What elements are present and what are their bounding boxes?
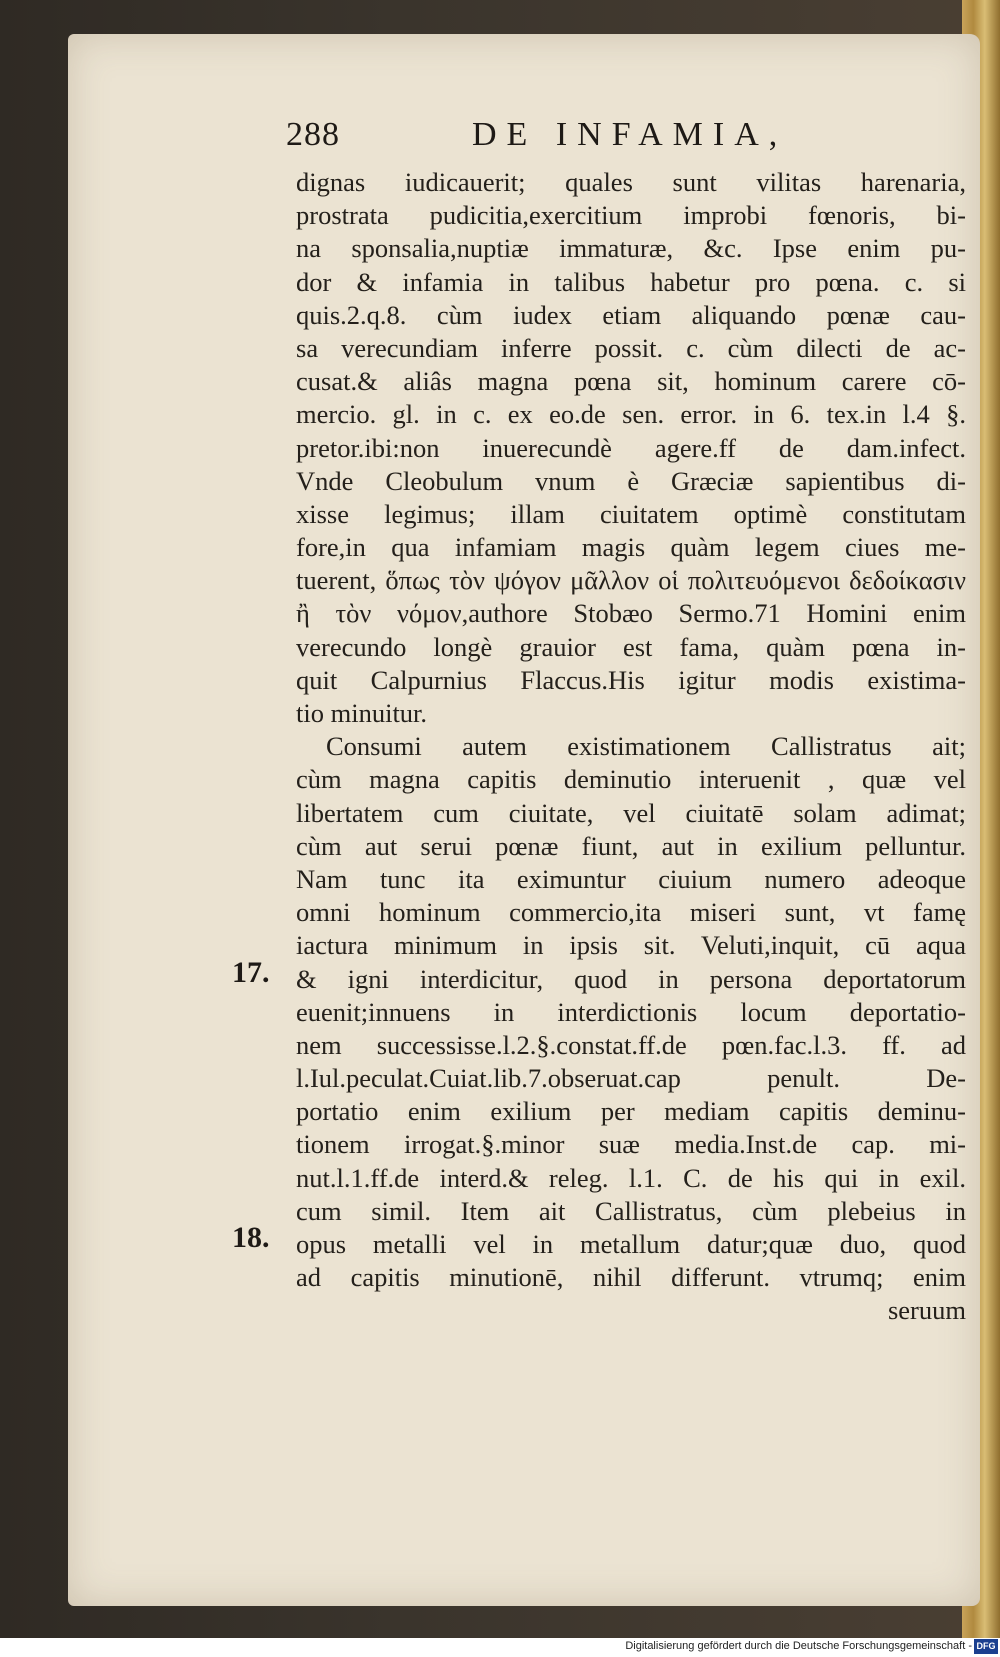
text-line: euenit;innuens in interdictionis locum deportatio- [296,996,966,1027]
text-line: ad capitis minutionē, nihil differunt. vtrumq; enim [296,1262,966,1293]
dfg-logo: DFG [974,1639,998,1654]
text-line: & igni interdicitur, quod in persona deportatorum [296,963,966,994]
funding-credit: Digitalisierung gefördert durch die Deutsche Forschungsgemeinschaft - [625,1640,972,1652]
text-line: omni hominum commercio,ita miseri sunt, vt famę [296,897,966,928]
text-line: cusat.& aliâs magna pœna sit, hominum carere cō- [296,366,966,397]
page-number: 288 [286,116,340,153]
text-line: cùm magna capitis deminutio interuenit , quæ vel [296,764,966,795]
text-line: portatio enim exilium per mediam capitis deminu- [296,1096,966,1127]
catchword: seruum [887,1295,966,1326]
text-line: verecundo longè grauior est fama, quàm pœna in- [296,631,966,662]
page-header [286,116,826,160]
digitization-footer [0,1638,1000,1657]
text-line: sa verecundiam inferre possit. c. cùm dilecti de ac- [296,332,966,363]
text-line: quit Calpurnius Flaccus.His igitur modis existima- [296,664,966,695]
text-line: quis.2.q.8. cùm iudex etiam aliquando pœnæ cau- [296,299,966,330]
text-line: na sponsalia,nuptiæ immaturæ, &c. Ipse enim pu- [296,233,966,264]
text-line: pretor.ibi:non inuerecundè agere.ff de dam.infect. [296,432,966,463]
text-line: prostrata pudicitia,exercitium improbi fœnoris, bi- [296,200,966,231]
text-line: opus metalli vel in metallum datur;quæ duo, quod [296,1229,966,1259]
text-line: tionem irrogat.§.minor suæ media.Inst.de cap. mi- [296,1129,966,1160]
running-head: DE INFAMIA, [472,116,788,153]
text-line: nut.l.1.ff.de interd.& releg. l.1. C. de his qui in exil. [296,1162,966,1193]
margin-number-17: 17. [232,956,270,989]
text-line: libertatem cum ciuitate, vel ciuitatē solam adimat; [296,797,966,828]
text-line: mercio. gl. in c. ex eo.de sen. error. in 6. tex.in l.4 §. [296,399,966,430]
greek-text-line: ἢ τὸν νόμον,authore Stobæo Sermo.71 Homini enim [296,598,966,629]
text-line: fore,in qua infamiam magis quàm legem ciues me- [296,532,966,563]
text-line: dignas iudicauerit; quales sunt vilitas harenaria, [296,167,966,197]
text-line: xisse legimus; illam ciuitatem optimè constitutam [296,498,966,529]
text-line: Vnde Cleobulum vnum è Græciæ sapientibus di- [296,465,966,496]
body-text [296,166,966,1328]
text-line: Nam tunc ita eximuntur ciuium numero adeoque [296,863,966,894]
margin-number-18: 18. [232,1221,270,1254]
text-line: l.Iul.peculat.Cuiat.lib.7.obseruat.cap penult. De- [296,1063,966,1094]
text-line: tio minuitur. [296,698,428,728]
text-line: nem successisse.l.2.§.constat.ff.de pœn.fac.l.3. ff. ad [296,1029,966,1060]
greek-text-line: tuerent, ὅπως τὸν ψόγον μᾶλλον οἱ πολιτευόμενοι δεδοίκασιν [296,565,966,596]
text-line: iactura minimum in ipsis sit. Veluti,inquit, cū aqua [296,930,966,961]
text-line: dor & infamia in talibus habetur pro pœna. c. si [296,266,966,297]
text-line: cum simil. Item ait Callistratus, cùm plebeius in [296,1195,966,1226]
paragraph-start-line: Consumi autem existimationem Callistratus ait; [326,731,966,762]
text-line: cùm aut serui pœnæ fiunt, aut in exilium pelluntur. [296,830,966,861]
